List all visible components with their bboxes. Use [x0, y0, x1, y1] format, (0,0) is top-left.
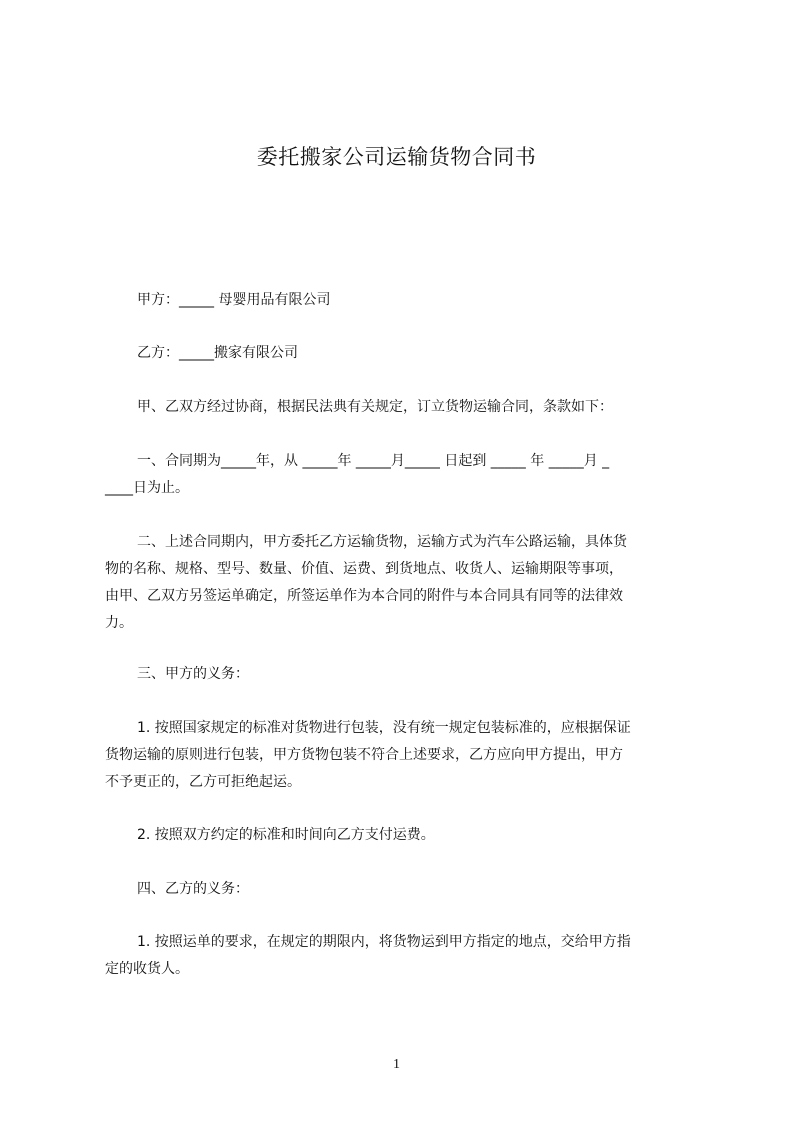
clause-3-item-1-line-3: 不予更正的，乙方可拒绝起运。 [105, 774, 301, 790]
clause-2-line-4: 力。 [105, 615, 133, 631]
clause-2-line-1: 二、上述合同期内，甲方委托乙方运输货物，运输方式为汽车公路运输，具体货 [137, 534, 627, 550]
clause-3-item-2-text: 2. 按照双方约定的标准和时间向乙方支付运费。 [137, 827, 435, 843]
party-b-line [105, 340, 701, 367]
clause-3-heading-text: 三、甲方的义务： [137, 666, 249, 682]
clause-2-line-3: 由甲、乙双方另签运单确定，所签运单作为本合同的附件与本合同具有同等的法律效 [105, 588, 623, 604]
party-b-text: 乙方：_____搬家有限公司 [137, 345, 298, 361]
clause-2-line-2: 物的名称、规格、型号、数量、价值、运费、到货地点、收货人、运输期限等事项， [105, 561, 623, 577]
clause-4-item-1-line-2: 定的收货人。 [105, 961, 189, 977]
clause-1-line-1: 一、合同期为_____年，从 _____年 _____月_____ 日起到 _____ 年 _____月 _ [137, 453, 610, 469]
clause-3-item-1-line-2: 货物运输的原则进行包装，甲方货物包装不符合上述要求，乙方应向甲方提出，甲方 [105, 747, 623, 763]
clause-2-paragraph [105, 529, 701, 637]
clause-4-item-1 [105, 929, 701, 983]
clause-3-item-1-line-1: 1. 按照国家规定的标准对货物进行包装，没有统一规定包装标准的，应根据保证 [137, 720, 631, 736]
party-a-line [105, 287, 701, 314]
preamble-paragraph [105, 394, 701, 421]
clause-4-item-1-line-1: 1. 按照运单的要求，在规定的期限内，将货物运到甲方指定的地点，交给甲方指 [137, 934, 631, 950]
clause-3-item-2 [105, 822, 701, 849]
document-title: 委托搬家公司运输货物合同书 [256, 145, 537, 169]
preamble-text: 甲、乙双方经过协商，根据民法典有关规定，订立货物运输合同，条款如下： [137, 399, 613, 415]
page-number: 1 [393, 1057, 400, 1072]
clause-1-line-2: ____日为止。 [105, 480, 189, 496]
clause-3-heading [105, 661, 701, 688]
clause-4-heading-text: 四、乙方的义务： [137, 881, 249, 897]
clause-3-item-1 [105, 715, 701, 796]
clause-1-paragraph [105, 448, 701, 502]
clause-4-heading [105, 876, 701, 903]
party-a-text: 甲方：_____ 母婴用品有限公司 [137, 292, 331, 308]
